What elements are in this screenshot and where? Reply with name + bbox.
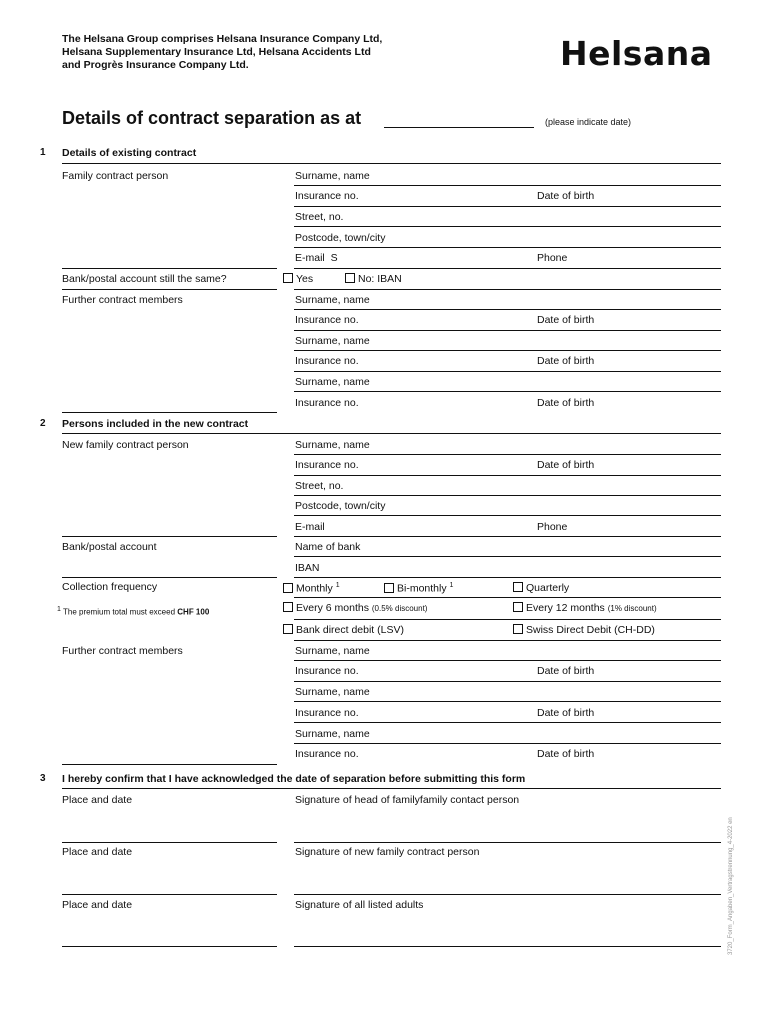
bank-same-label: Bank/postal account still the same? (62, 273, 227, 285)
section-1-divider (62, 163, 721, 164)
member-surname-field[interactable]: Surname, name (295, 686, 370, 698)
further-members-label: Further contract members (62, 294, 183, 306)
field-line (294, 722, 721, 723)
field-line (294, 330, 721, 331)
field-line (294, 556, 721, 557)
member-dob-field[interactable]: Date of birth (537, 707, 595, 719)
swiss-direct-debit-label: Swiss Direct Debit (CH-DD) (526, 624, 655, 636)
yes-label: Yes (296, 273, 314, 285)
insurance-no-field[interactable]: Insurance no. (295, 190, 359, 202)
email-field[interactable] (295, 252, 338, 264)
helsana-logo: Helsana (560, 34, 713, 73)
field-line (294, 536, 721, 537)
label-divider (62, 536, 277, 537)
monthly-checkbox[interactable] (283, 583, 293, 593)
footnote-marker: 1 (335, 582, 340, 589)
monthly-option[interactable] (283, 582, 340, 595)
section-2-number: 2 (40, 418, 46, 429)
signature-head-field[interactable] (294, 842, 721, 843)
section-1-number: 1 (40, 147, 46, 158)
family-contract-person-label: Family contract person (62, 170, 169, 182)
signature-new-field[interactable] (294, 894, 721, 895)
bi-monthly-checkbox[interactable] (384, 583, 394, 593)
field-line (294, 660, 721, 661)
member-insurance-no-field[interactable]: Insurance no. (295, 355, 359, 367)
label-divider (62, 764, 277, 765)
field-line (294, 226, 721, 227)
field-line (294, 597, 721, 598)
field-line (294, 247, 721, 248)
surname-field[interactable]: Surname, name (295, 439, 370, 451)
member-dob-field[interactable]: Date of birth (537, 314, 595, 326)
signature-new-label: Signature of new family contract person (295, 846, 480, 858)
bank-direct-debit-checkbox[interactable] (283, 624, 293, 634)
date-hint: (please indicate date) (545, 117, 632, 127)
company-info (62, 33, 382, 72)
field-line (294, 495, 721, 496)
every-12-months-option[interactable] (513, 602, 657, 614)
iban-field[interactable]: IBAN (295, 562, 320, 574)
bank-account-label: Bank/postal account (62, 541, 157, 553)
member-surname-field[interactable]: Surname, name (295, 728, 370, 740)
field-line (294, 268, 721, 269)
email-field[interactable]: E-mail (295, 521, 325, 533)
insurance-no-field[interactable]: Insurance no. (295, 459, 359, 471)
surname-field[interactable]: Surname, name (295, 170, 370, 182)
every-6-months-checkbox[interactable] (283, 602, 293, 612)
field-line (294, 701, 721, 702)
every-6-months-option[interactable] (283, 602, 427, 614)
every-6-months-label: Every 6 months (296, 602, 369, 614)
section-3-divider (62, 788, 721, 789)
section-2-heading: Persons included in the new contract (62, 418, 249, 430)
company-line-1: The Helsana Group comprises Helsana Insurance Company Ltd, (62, 33, 383, 45)
footnote-amount: CHF 100 (177, 607, 210, 617)
place-and-date-label: Place and date (62, 846, 133, 858)
footnote-marker: 1 (449, 582, 454, 589)
yes-checkbox[interactable] (283, 273, 293, 283)
member-insurance-no-field[interactable]: Insurance no. (295, 748, 359, 760)
field-line (294, 289, 721, 290)
every-12-discount: (1% discount) (607, 604, 657, 613)
place-and-date-field[interactable] (62, 842, 277, 843)
field-line (294, 206, 721, 207)
collection-frequency-label: Collection frequency (62, 581, 158, 593)
place-and-date-field[interactable] (62, 946, 277, 947)
member-insurance-no-field[interactable]: Insurance no. (295, 397, 359, 409)
label-divider (62, 289, 277, 290)
label-divider (62, 412, 277, 413)
email-label: E-mail (295, 252, 325, 264)
no-iban-option[interactable] (345, 273, 402, 285)
field-line (294, 371, 721, 372)
quarterly-checkbox[interactable] (513, 582, 523, 592)
place-and-date-label: Place and date (62, 794, 133, 806)
footnote-text: The premium total must exceed (62, 607, 176, 617)
quarterly-option[interactable] (513, 582, 569, 594)
street-field[interactable]: Street, no. (295, 211, 344, 223)
street-field[interactable]: Street, no. (295, 480, 344, 492)
section-3-heading: I hereby confirm that I have acknowledged the date of separation before submitting this form (62, 773, 526, 785)
section-1-heading: Details of existing contract (62, 147, 197, 159)
member-insurance-no-field[interactable]: Insurance no. (295, 707, 359, 719)
every-12-months-checkbox[interactable] (513, 602, 523, 612)
field-line (294, 309, 721, 310)
bank-direct-debit-option[interactable] (283, 624, 404, 636)
company-line-3: and Progrès Insurance Company Ltd. (62, 59, 249, 71)
every-12-months-label: Every 12 months (526, 602, 605, 614)
member-insurance-no-field[interactable]: Insurance no. (295, 665, 359, 677)
phone-field[interactable]: Phone (537, 252, 568, 264)
postcode-town-field[interactable]: Postcode, town/city (295, 500, 386, 512)
bi-monthly-option[interactable] (384, 582, 453, 595)
monthly-label: Monthly (296, 582, 333, 595)
field-line (294, 640, 721, 641)
page-title: Details of contract separation as at (62, 108, 362, 128)
email-value: S (330, 252, 338, 264)
field-line (294, 577, 721, 578)
member-surname-field[interactable]: Surname, name (295, 294, 370, 306)
footnote-number: 1 (57, 606, 61, 613)
form-code: 3720_Form_Angaben_Vertragstrennung_4-2022 en (728, 817, 734, 955)
no-iban-checkbox[interactable] (345, 273, 355, 283)
section-2-divider (62, 433, 721, 434)
field-line (294, 743, 721, 744)
new-family-contract-person-label: New family contract person (62, 439, 189, 451)
member-insurance-no-field[interactable]: Insurance no. (295, 314, 359, 326)
name-of-bank-field[interactable]: Name of bank (295, 541, 361, 553)
date-of-birth-field[interactable]: Date of birth (537, 459, 595, 471)
member-dob-field[interactable]: Date of birth (537, 397, 595, 409)
field-line (294, 619, 721, 620)
every-6-discount: (0.5% discount) (371, 604, 428, 613)
quarterly-label: Quarterly (526, 582, 570, 594)
date-of-birth-field[interactable]: Date of birth (537, 190, 595, 202)
field-line (294, 475, 721, 476)
yes-option[interactable] (283, 273, 313, 285)
field-line (294, 681, 721, 682)
field-line (294, 391, 721, 392)
member-dob-field[interactable]: Date of birth (537, 355, 595, 367)
label-divider (62, 268, 277, 269)
label-divider (62, 577, 277, 578)
member-surname-field[interactable]: Surname, name (295, 645, 370, 657)
footnote (57, 606, 209, 617)
member-surname-field[interactable]: Surname, name (295, 335, 370, 347)
company-line-2: Helsana Supplementary Insurance Ltd, Helsana Accidents Ltd (62, 46, 371, 58)
swiss-direct-debit-option[interactable] (513, 624, 655, 636)
place-and-date-label: Place and date (62, 899, 133, 911)
postcode-town-field[interactable]: Postcode, town/city (295, 232, 386, 244)
separation-date-field[interactable] (384, 127, 534, 128)
bank-direct-debit-label: Bank direct debit (LSV) (296, 624, 404, 636)
signature-head-label: Signature of head of familyfamily contact person (295, 794, 520, 806)
phone-field[interactable]: Phone (537, 521, 568, 533)
member-dob-field[interactable]: Date of birth (537, 665, 595, 677)
further-members-label: Further contract members (62, 645, 183, 657)
section-3-number: 3 (40, 773, 46, 784)
field-line (294, 185, 721, 186)
no-iban-label: No: IBAN (358, 273, 402, 285)
field-line (294, 350, 721, 351)
field-line (294, 515, 721, 516)
member-dob-field[interactable]: Date of birth (537, 748, 595, 760)
swiss-direct-debit-checkbox[interactable] (513, 624, 523, 634)
member-surname-field[interactable]: Surname, name (295, 376, 370, 388)
signature-adults-field[interactable] (294, 946, 721, 947)
place-and-date-field[interactable] (62, 894, 277, 895)
bi-monthly-label: Bi-monthly (397, 582, 447, 595)
signature-adults-label: Signature of all listed adults (295, 899, 424, 911)
field-line (294, 454, 721, 455)
